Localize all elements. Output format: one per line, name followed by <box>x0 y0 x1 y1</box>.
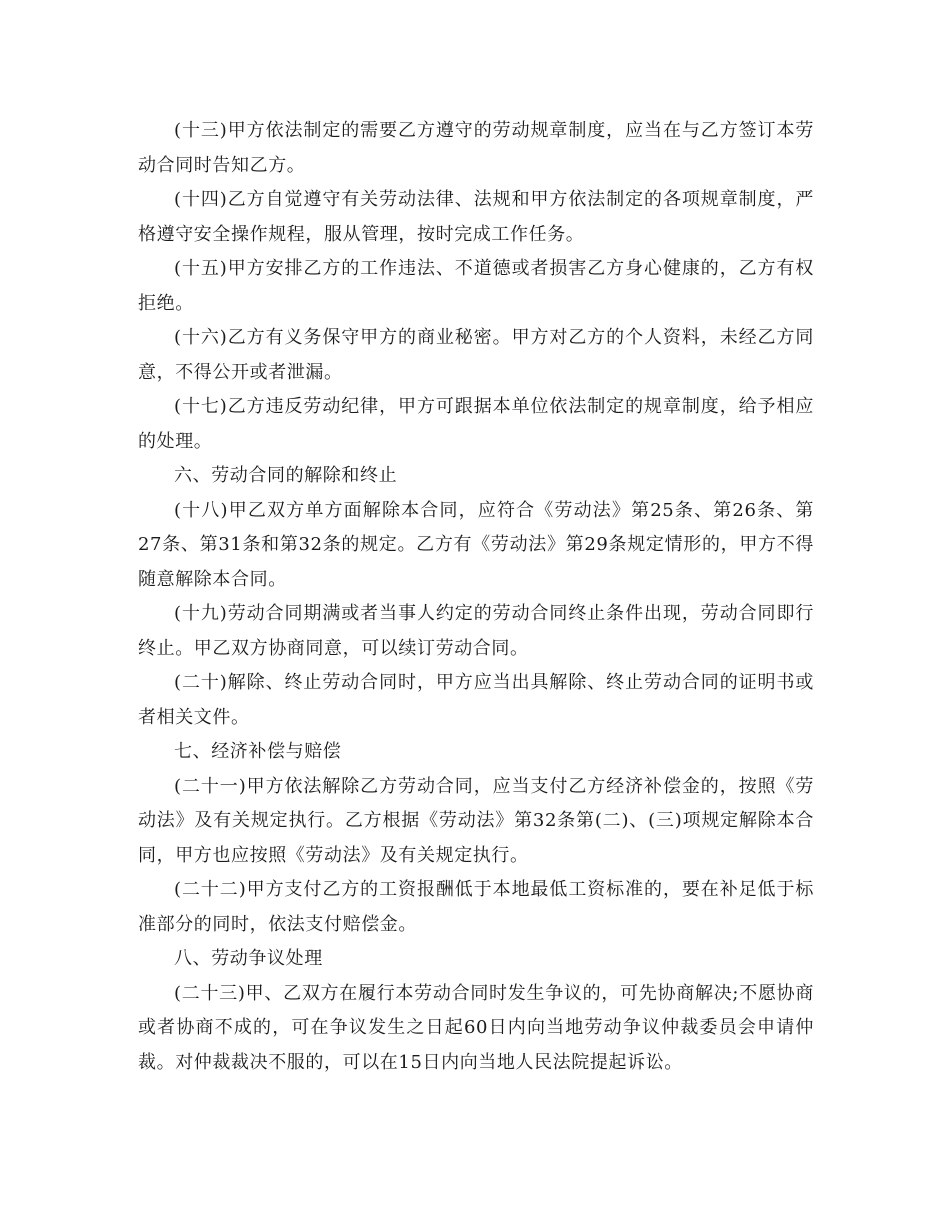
section-heading-7: 七、经济补偿与赔偿 <box>174 741 342 762</box>
clause-17: (十七)乙方违反劳动纪律，甲方可跟据本单位依法制定的规章制度，给予相应的处理。 <box>138 396 814 452</box>
clause-22: (二十二)甲方支付乙方的工资报酬低于本地最低工资标准的，要在补足低于标准部分的同时，依法支付赔偿金。 <box>138 879 814 935</box>
clause-14: (十四)乙方自觉遵守有关劳动法律、法规和甲方依法制定的各项规章制度，严格遵守安全操作规程，服从管理，按时完成工作任务。 <box>138 189 814 245</box>
clause-18: (十八)甲乙双方单方面解除本合同，应符合《劳动法》第25条、第26条、第27条、第31条和第32条的规定。乙方有《劳动法》第29条规定情形的，甲方不得随意解除本合同。 <box>138 499 814 590</box>
section-heading-8: 八、劳动争议处理 <box>174 948 323 969</box>
clause-16: (十六)乙方有义务保守甲方的商业秘密。甲方对乙方的个人资料，未经乙方同意，不得公开或者泄漏。 <box>138 327 814 383</box>
section-heading-6: 六、劳动合同的解除和终止 <box>174 465 398 486</box>
clause-23: (二十三)甲、乙双方在履行本劳动合同时发生争议的，可先协商解决;不愿协商或者协商不成的，可在争议发生之日起60日内向当地劳动争议仲裁委员会申请仲裁。对仲裁裁决不服的，可以在15日内向当地人民法院提起诉讼。 <box>138 982 814 1073</box>
clause-13: (十三)甲方依法制定的需要乙方遵守的劳动规章制度，应当在与乙方签订本劳动合同时告知乙方。 <box>138 120 814 176</box>
clause-19: (十九)劳动合同期满或者当事人约定的劳动合同终止条件出现，劳动合同即行终止。甲乙双方协商同意，可以续订劳动合同。 <box>138 603 814 659</box>
clause-20: (二十)解除、终止劳动合同时，甲方应当出具解除、终止劳动合同的证明书或者相关文件。 <box>138 672 814 728</box>
document-page <box>138 114 814 1080</box>
clause-21: (二十一)甲方依法解除乙方劳动合同，应当支付乙方经济补偿金的，按照《劳动法》及有关规定执行。乙方根据《劳动法》第32条第(二)、(三)项规定解除本合同，甲方也应按照《劳动法》及有关规定执行。 <box>138 775 814 866</box>
clause-15: (十五)甲方安排乙方的工作违法、不道德或者损害乙方身心健康的，乙方有权拒绝。 <box>138 258 814 314</box>
